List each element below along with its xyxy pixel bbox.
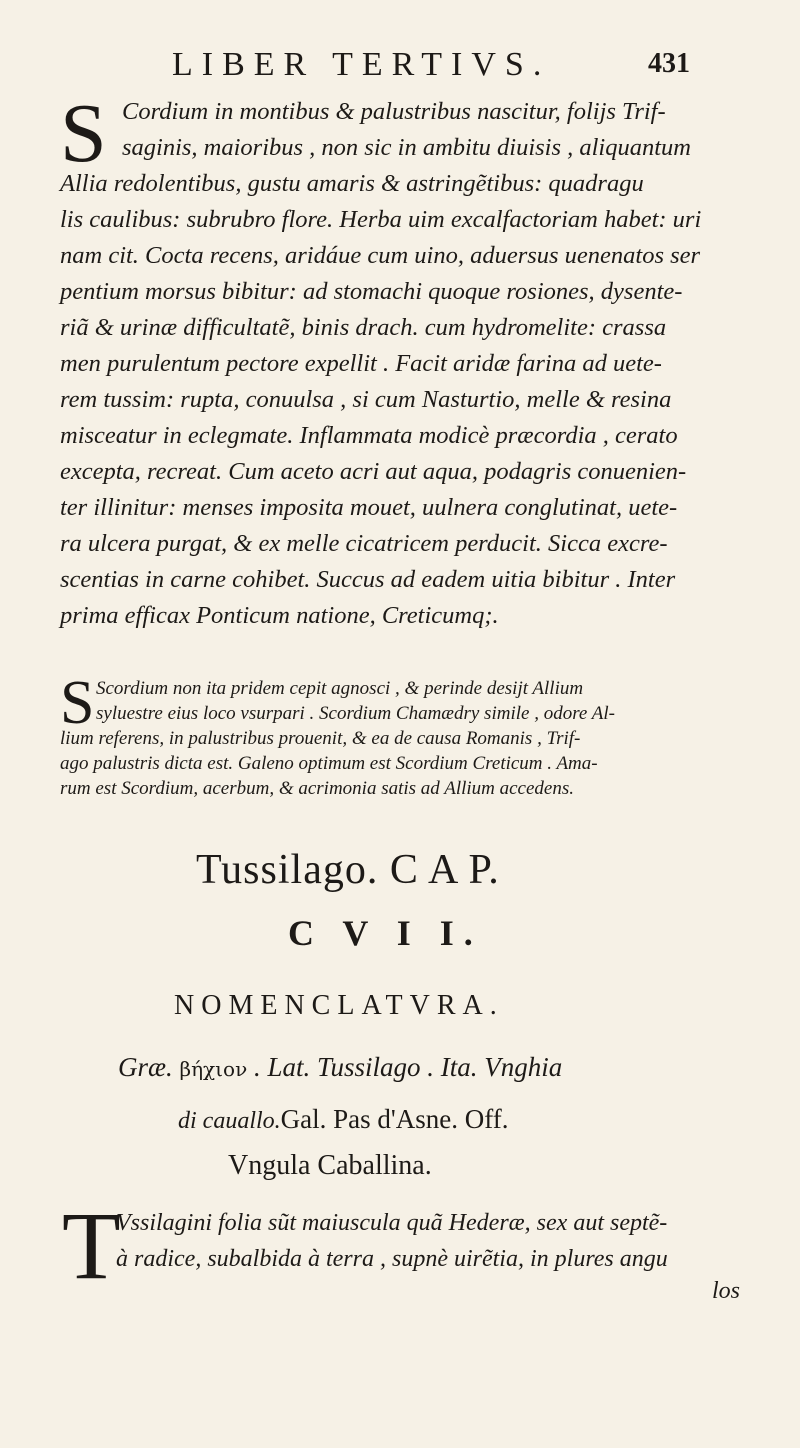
drop-cap: S: [60, 87, 107, 180]
chapter-number: C V I I.: [288, 913, 483, 953]
tussilago-description: [62, 1192, 782, 1316]
text-line: rum est Scordium, acerbum, & acrimonia satis ad Allium accedens.: [60, 778, 575, 799]
text-line: riã & urinæ difficultatẽ, binis drach. cum hydromelite: crassa: [60, 314, 667, 341]
text-line: saginis, maioribus , non sic in ambitu diuisis , aliquantum: [122, 134, 691, 161]
nomenclatura-heading: NOMENCLATVRA.: [174, 990, 504, 1021]
scordium-description: [60, 88, 790, 668]
text-line: Scordium non ita pridem cepit agnosci , & perinde desijt Allium: [96, 678, 584, 699]
text-line: scentias in carne cohibet. Succus ad eadem uitia bibitur . Inter: [60, 566, 676, 593]
drop-cap: T: [62, 1192, 121, 1299]
text-line: nam cit. Cocta recens, aridáue cum uino, aduersus uenenatos ser: [60, 242, 701, 269]
text-line: misceatur in eclegmate. Inflammata modicè præcordia , cerato: [60, 422, 678, 449]
scordium-annotation: [60, 669, 790, 802]
nomenclature-line: [178, 1104, 509, 1135]
italian-name-cont: di cauallo.: [178, 1108, 281, 1134]
officinal-name: Vngula Caballina.: [228, 1150, 432, 1181]
text-line: ago palustris dicta est. Galeno optimum est Scordium Creticum . Ama-: [60, 753, 598, 774]
text-line: prima efficax Ponticum natione, Creticumq;.: [60, 602, 499, 629]
text-line: lis caulibus: subrubro flore. Herba uim excalfactoriam habet: uri: [60, 206, 702, 233]
text-line: à radice, subalbida à terra , supnè uirẽtia, in plures angu: [116, 1246, 668, 1272]
running-title: LIBER TERTIVS.: [172, 46, 551, 83]
nomenclature-line: [118, 1052, 562, 1083]
text-line: rem tussim: rupta, conuulsa , si cum Nasturtio, melle & resina: [60, 386, 672, 413]
greek-name: βήχιον: [179, 1057, 248, 1081]
text-line: syluestre eius loco vsurpari . Scordium Chamædry simile , odore Al-: [96, 703, 615, 724]
text-line: men purulentum pectore expellit . Facit aridæ farina ad uete-: [60, 350, 662, 377]
text-line: ra ulcera purgat, & ex melle cicatricem perducit. Sicca excre-: [60, 530, 668, 557]
latin-italian-names: . Lat. Tussilago . Ita. Vnghia: [253, 1052, 563, 1082]
drop-cap: S: [60, 669, 95, 737]
text-line: lium referens, in palustribus prouenit, & ea de causa Romanis , Trif-: [60, 728, 581, 749]
text-line: ter illinitur: menses imposita mouet, uulnera conglutinat, uete-: [60, 494, 678, 521]
greek-label: Græ.: [118, 1052, 173, 1082]
page-number: 431: [648, 48, 690, 79]
text-line: pentium morsus bibitur: ad stomachi quoque rosiones, dysente-: [60, 278, 683, 305]
chapter-title: Tussilago. C A P.: [196, 847, 500, 893]
running-head: [0, 46, 800, 86]
text-line: Cordium in montibus & palustribus nascitur, folijs Trif-: [122, 98, 666, 125]
french-officinal-names: Gal. Pas d'Asne. Off.: [280, 1104, 509, 1134]
text-line: Vssilagini folia sũt maiuscula quã Hederæ, sex aut septẽ-: [116, 1210, 668, 1236]
text-line: excepta, recreat. Cum aceto acri aut aqua, podagris conuenien-: [60, 458, 687, 485]
text-line: los: [712, 1278, 741, 1304]
text-line: Allia redolentibus, gustu amaris & astringẽtibus: quadragu: [60, 170, 644, 197]
